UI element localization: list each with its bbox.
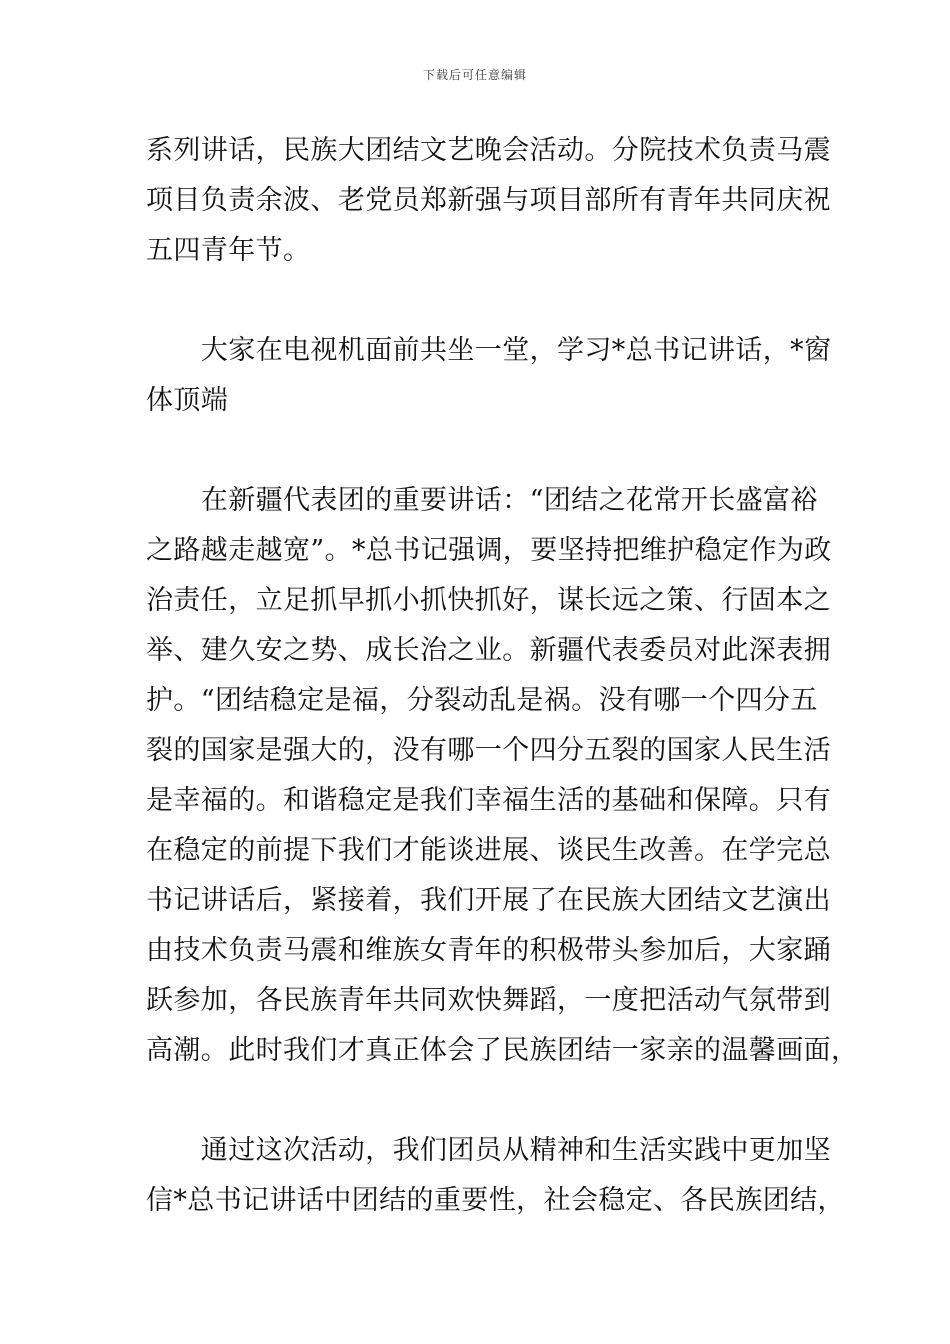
text-line: 系列讲话，民族大团结文艺晚会活动。分院技术负责马震: [146, 135, 831, 166]
text-line: 由技术负责马震和维族女青年的积极带头参加后，大家踊: [146, 935, 831, 966]
text-line: 体顶端: [146, 385, 229, 416]
paragraph: [146, 1126, 845, 1226]
text-line: 治责任，立足抓早抓小抓快抓好，谋长远之策、行固本之: [146, 585, 831, 616]
text-line: 高潮。此时我们才真正体会了民族团结一家亲的温馨画面，: [146, 1035, 859, 1066]
text-line: 信*总书记讲话中团结的重要性，社会稳定、各民族团结，: [146, 1185, 845, 1216]
text-line: 大家在电视机面前共坐一堂，学习*总书记讲话，*窗: [146, 335, 832, 366]
text-line: 裂的国家是强大的，没有哪一个四分五裂的国家人民生活: [146, 735, 831, 766]
text-line: 书记讲话后，紧接着，我们开展了在民族大团结文艺演出: [146, 885, 831, 916]
text-line: 跃参加，各民族青年共同欢快舞蹈，一度把活动气氛带到: [146, 985, 831, 1016]
paragraph-spacer: [146, 426, 806, 476]
text-line: 举、建久安之势、成长治之业。新疆代表委员对此深表拥: [146, 635, 831, 666]
text-line: 五四青年节。: [146, 235, 311, 266]
text-line: 通过这次活动，我们团员从精神和生活实践中更加坚: [146, 1135, 831, 1166]
paragraph: [146, 326, 832, 426]
text-line: 在稳定的前提下我们才能谈进展、谈民生改善。在学完总: [146, 835, 831, 866]
page-header: 下载后可任意编辑: [422, 68, 527, 82]
text-line: 之路越走越宽”。*总书记强调，要坚持把维护稳定作为政: [146, 535, 832, 566]
text-line: 项目负责余波、老党员郑新强与项目部所有青年共同庆祝: [146, 185, 831, 216]
paragraph: [146, 126, 831, 276]
document-body: [146, 126, 859, 1226]
text-line: 在新疆代表团的重要讲话：“团结之花常开长盛富裕: [146, 485, 818, 516]
text-line: 护。“团结稳定是福，分裂动乱是祸。没有哪一个四分五: [146, 685, 818, 716]
paragraph: [146, 476, 859, 1076]
paragraph-spacer: [146, 1076, 806, 1126]
text-line: 是幸福的。和谐稳定是我们幸福生活的基础和保障。只有: [146, 785, 831, 816]
paragraph-spacer: [146, 276, 806, 326]
